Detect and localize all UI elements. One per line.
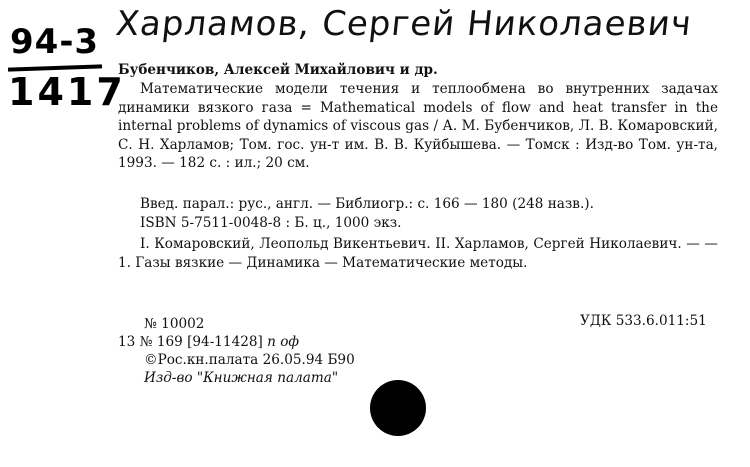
publisher-text: Изд-во "Книжная палата" xyxy=(144,370,339,386)
call-number-top: 94-3 xyxy=(10,22,100,62)
call-number-bottom: 1417 xyxy=(8,70,126,114)
registration-numbers xyxy=(118,315,355,387)
author-heading: Бубенчиков, Алексей Михайлович и др. xyxy=(118,62,438,78)
publisher-line xyxy=(118,369,355,387)
tracings: I. Комаровский, Леопольд Викентьевич. II. Харламов, Сергей Николаевич. — — 1. Газы вязкие — Динамика — Математические методы. xyxy=(118,236,718,271)
notes-block xyxy=(140,195,720,232)
isbn-line: ISBN 5-7511-0048-8 : Б. ц., 1000 экз. xyxy=(140,214,402,231)
number-line-2-prefix: 13 xyxy=(118,334,136,350)
punch-hole xyxy=(370,380,426,436)
udk-code: УДК 533.6.011:51 xyxy=(580,313,707,329)
number-line-1: № 10002 xyxy=(144,316,205,332)
number-line-2-main: № 169 [94-11428] xyxy=(139,334,263,350)
bibliographic-description: Математические модели течения и теплообмена во внутренних задачах динамики вязкого газа = Mathematical models of flow and heat transfer in the internal problems of dynamics of viscous gas / А. М. Бубенчиков, Л. В. Комаровский, С. Н. Харламов; Том. гос. ун-т им. В. В. Куйбышева. — Томск : Изд-во Том. ун-та, 1993. — 182 с. : ил.; 20 см. xyxy=(118,81,718,171)
copyright-line: ©Рос.кн.палата 26.05.94 Б90 xyxy=(144,352,355,368)
handwritten-name: Харламов, Сергей Николаевич xyxy=(113,4,695,44)
number-line-2 xyxy=(118,333,355,351)
note-line: Введ. парал.: рус., англ. — Библиогр.: с. 166 — 180 (248 назв.). xyxy=(140,196,594,212)
number-line-2-tail: п оф xyxy=(267,334,300,350)
